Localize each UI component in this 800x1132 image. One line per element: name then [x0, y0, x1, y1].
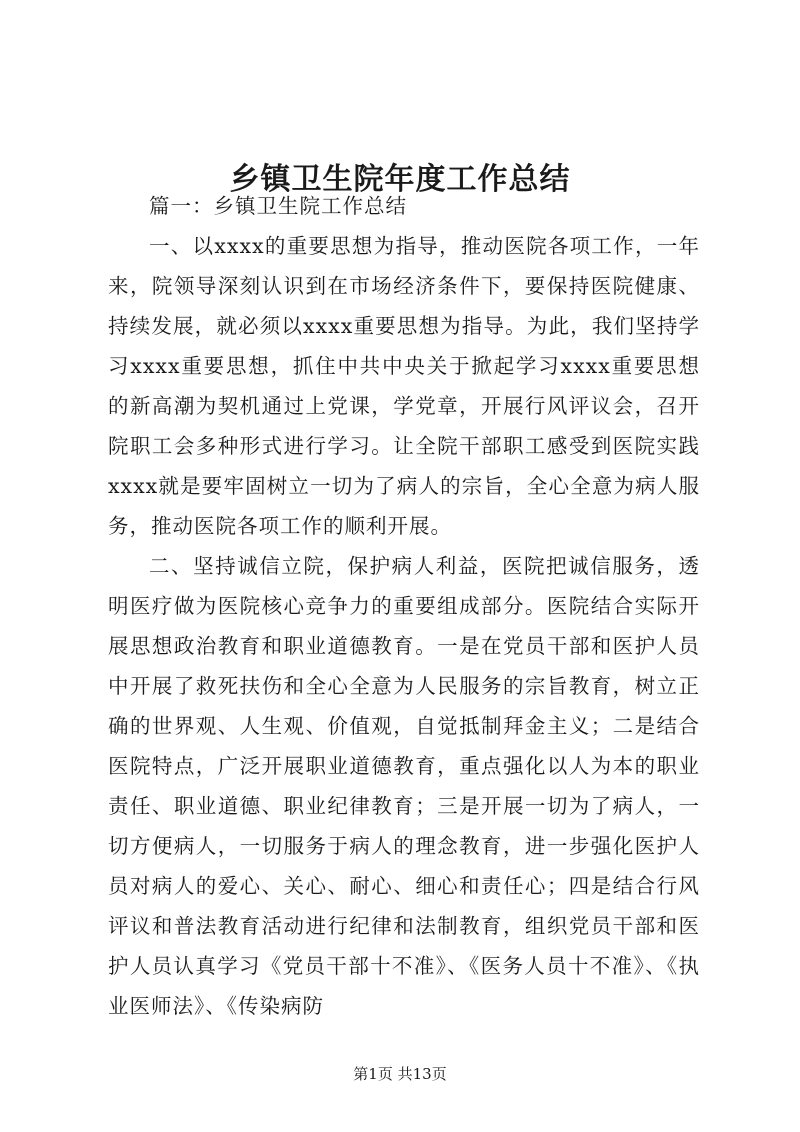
document-body — [108, 186, 700, 1026]
document-title: 乡镇卫生院年度工作总结 — [229, 162, 571, 198]
section-heading: 篇一：乡镇卫生院工作总结 — [149, 194, 407, 218]
paragraph-2: 二、坚持诚信立院，保护病人利益，医院把诚信服务，透明医疗做为医院核心竞争力的重要组成部分。医院结合实际开展思想政治教育和职业道德教育。一是在党员干部和医护人员中开展了救死扶伤和全心全意为人民服务的宗旨教育，树立正确的世界观、人生观、价值观，自觉抵制拜金主义；二是结合医院特点，广泛开展职业道德教育，重点强化以人为本的职业责任、职业道德、职业纪律教育；三是开展一切为了病人，一切方便病人，一切服务于病人的理念教育，进一步强化医护人员对病人的爱心、关心、耐心、细心和责任心；四是结合行风评议和普法教育活动进行纪律和法制教育，组织党员干部和医护人员认真学习《党员干部十不准》、《医务人员十不准》、《执业医师法》、《传染病防 — [108, 554, 700, 1018]
paragraph-1: 一、以xxxx的重要思想为指导，推动医院各项工作，一年来，院领导深刻认识到在市场经济条件下，要保持医院健康、持续发展，就必须以xxxx重要思想为指导。为此，我们坚持学习xxxx重要思想，抓住中共中央关于掀起学习xxxx重要思想的新高潮为契机通过上党课，学党章，开展行风评议会，召开院职工会多种形式进行学习。让全院干部职工感受到医院实践xxxx就是要牢固树立一切为了病人的宗旨，全心全意为病人服务，推动医院各项工作的顺利开展。 — [108, 234, 700, 538]
page-number: 第1页 共13页 — [353, 1065, 447, 1083]
